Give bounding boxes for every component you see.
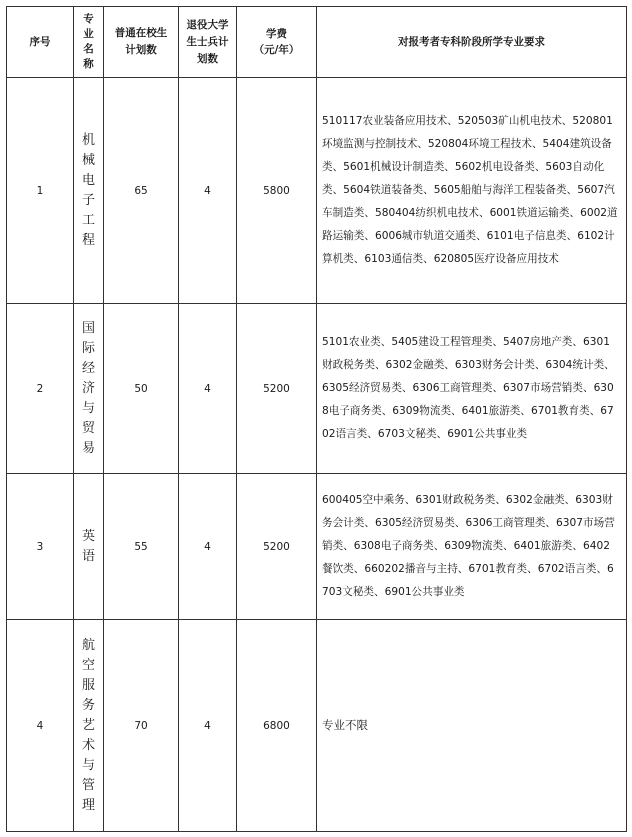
cell-veteran-quota: 4: [179, 620, 237, 832]
header-requirements: 对报考者专科阶段所学专业要求: [317, 7, 627, 78]
table-row: [7, 620, 627, 832]
cell-fee: 6800: [237, 620, 317, 832]
cell-index: 3: [7, 474, 74, 620]
cell-major: 英语: [74, 474, 104, 620]
header-veteran-quota: 退役大学生士兵计划数: [179, 7, 237, 78]
cell-regular-quota: 70: [104, 620, 179, 832]
cell-requirements: 专业不限: [317, 620, 627, 832]
cell-regular-quota: 50: [104, 304, 179, 474]
cell-fee: 5200: [237, 474, 317, 620]
cell-requirements: 600405空中乘务、6301财政税务类、6302金融类、6303财务会计类、6305经济贸易类、6306工商管理类、6307市场营销类、6308电子商务类、6309物流类、6401旅游类、6402餐饮类、660202播音与主持、6701教育类、6702语言类、6703文秘类、6901公共事业类: [317, 474, 627, 620]
cell-veteran-quota: 4: [179, 78, 237, 304]
header-fee-unit: （元/年）: [253, 44, 300, 56]
cell-major: 航空服务艺术与管理: [74, 620, 104, 832]
cell-major: 机械电子工程: [74, 78, 104, 304]
cell-fee: 5800: [237, 78, 317, 304]
cell-fee: 5200: [237, 304, 317, 474]
cell-index: 2: [7, 304, 74, 474]
admissions-table: [6, 6, 627, 832]
cell-veteran-quota: 4: [179, 304, 237, 474]
header-fee-title: 学费: [266, 28, 287, 40]
cell-major: 国际经济与贸易: [74, 304, 104, 474]
cell-index: 4: [7, 620, 74, 832]
cell-requirements: 510117农业装备应用技术、520503矿山机电技术、520801环境监测与控制技术、520804环境工程技术、5404建筑设备类、5601机械设计制造类、5602机电设备类、5603自动化类、5604铁道装备类、5605船舶与海洋工程装备类、5607汽车制造类、580404纺织机电技术、6001铁道运输类、6002道路运输类、6006城市轨道交通类、6101电子信息类、6102计算机类、6103通信类、620805医疗设备应用技术: [317, 78, 627, 304]
table-row: [7, 474, 627, 620]
header-index: 序号: [7, 7, 74, 78]
cell-veteran-quota: 4: [179, 474, 237, 620]
header-fee: [237, 7, 317, 78]
header-major: 专业名称: [74, 7, 104, 78]
table-header-row: [7, 7, 627, 78]
cell-regular-quota: 65: [104, 78, 179, 304]
cell-regular-quota: 55: [104, 474, 179, 620]
table-row: [7, 304, 627, 474]
cell-requirements: 5101农业类、5405建设工程管理类、5407房地产类、6301财政税务类、6302金融类、6303财务会计类、6304统计类、6305经济贸易类、6306工商管理类、6307市场营销类、6308电子商务类、6309物流类、6401旅游类、6701教育类、6702语言类、6703文秘类、6901公共事业类: [317, 304, 627, 474]
header-regular-quota: 普通在校生计划数: [104, 7, 179, 78]
table-row: [7, 78, 627, 304]
cell-index: 1: [7, 78, 74, 304]
